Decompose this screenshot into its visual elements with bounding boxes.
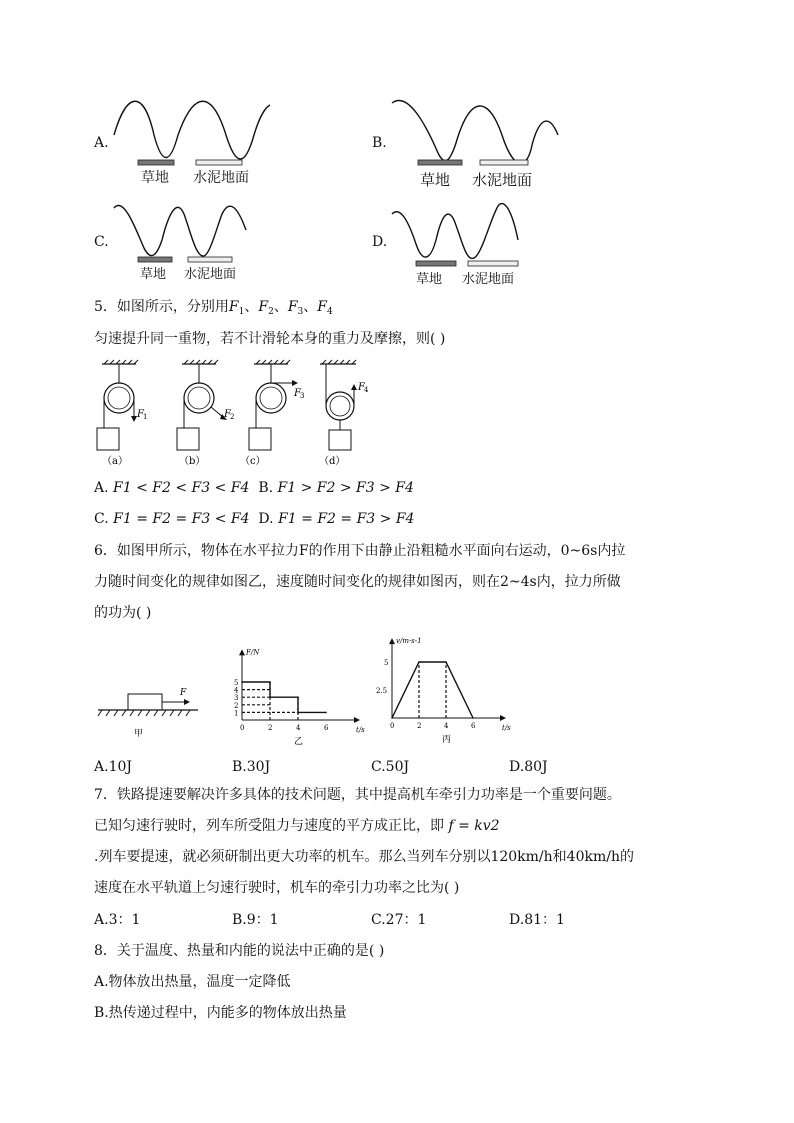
- y-axis-label: v/m·s-1: [396, 637, 422, 646]
- formula: f = kv2: [448, 818, 500, 834]
- cement-label: 水泥地面: [472, 171, 533, 189]
- chart-velocity-time: [374, 632, 514, 748]
- data-point: [445, 661, 447, 663]
- option-b[interactable]: B.30J: [232, 759, 271, 775]
- option-b[interactable]: B. F1 > F2 > F3 > F4: [258, 480, 414, 496]
- fig-label-b: （b）: [179, 456, 206, 467]
- y-tick-label: 5: [384, 659, 389, 667]
- q5-options-row2: [94, 508, 414, 530]
- cement-label: 水泥地面: [184, 267, 237, 282]
- cement-label: 水泥地面: [193, 170, 249, 186]
- x-tick-label: 2: [268, 724, 273, 732]
- x-axis-arrow: [500, 715, 506, 721]
- x-tick-label: 4: [444, 722, 449, 730]
- q7-stem-line1: 7．铁路提速要解决许多具体的技术问题，其中提高机车牵引力功率是一个重要问题。: [94, 787, 621, 803]
- svg-text:3: 3: [300, 392, 305, 400]
- q5-stem-line1: 5．如图所示，分别用$F_1$、$F_2$、$F_3$、$F_4$: [94, 299, 333, 317]
- cement-label: 水泥地面: [462, 272, 515, 287]
- svg-text:2: 2: [230, 413, 235, 421]
- y-tick-label: 3: [234, 694, 239, 703]
- svg-text:1: 1: [143, 413, 148, 421]
- series-line: [392, 662, 473, 718]
- data-point: [418, 661, 420, 663]
- data-point: [269, 696, 271, 698]
- q4-option-a: [94, 95, 274, 195]
- x-axis-arrow: [354, 717, 360, 723]
- svg-text:4: 4: [364, 386, 369, 394]
- svg-text:F: F: [294, 388, 301, 399]
- x-tick-label: 6: [324, 724, 329, 732]
- pulley-b: [177, 360, 234, 450]
- y-tick-label: 2.5: [376, 687, 388, 695]
- x-tick-label: 6: [471, 722, 476, 730]
- y-tick-label: 1: [234, 709, 239, 718]
- chart-force-time: [228, 636, 368, 748]
- x-tick-label: 4: [296, 724, 301, 732]
- pulley-figure: [94, 360, 369, 470]
- pulley-a: [97, 360, 147, 450]
- option-a[interactable]: A. F1 < F2 < F3 < F4: [94, 480, 250, 496]
- q6-stem-line1: 6．如图甲所示，物体在水平拉力F的作用下由静止沿粗糙水平面向右运动，0~6s内拉: [94, 543, 626, 559]
- q7-stem-line4: 速度在水平轨道上匀速行驶时，机车的牵引力功率之比为( ): [94, 880, 460, 896]
- fig-label-c: （c）: [240, 456, 266, 467]
- y-axis-arrow: [389, 638, 395, 644]
- option-b[interactable]: B.9：1: [232, 912, 279, 928]
- data-point: [472, 717, 474, 719]
- option-d[interactable]: D.80J: [509, 759, 548, 775]
- q4-option-c: [94, 200, 274, 290]
- y-tick-label: 2: [234, 701, 239, 710]
- force-label: F: [180, 688, 187, 698]
- q4-option-d: [372, 200, 552, 290]
- svg-text:F: F: [224, 409, 231, 420]
- option-letter: D.: [372, 234, 388, 250]
- svg-text:F: F: [358, 382, 365, 393]
- chart-caption: 乙: [294, 737, 304, 747]
- option-a[interactable]: A.10J: [94, 759, 132, 775]
- option-c[interactable]: C. F1 = F2 = F3 < F4: [94, 511, 250, 527]
- grass-label: 草地: [420, 171, 451, 189]
- q5-options-row1: [94, 477, 414, 499]
- option-letter: C.: [94, 234, 109, 250]
- q7-stem-line3: .列车要提速，就必须研制出更大功率的机车。那么当列车分别以120km/h和40km/h的: [94, 849, 634, 865]
- option-letter: A.: [94, 135, 109, 151]
- pulley-c: [249, 360, 304, 450]
- option-c[interactable]: C.50J: [371, 759, 410, 775]
- fig-jia-label: 甲: [134, 729, 144, 739]
- x-tick-label: 0: [240, 724, 245, 732]
- data-point: [325, 712, 327, 714]
- grass-label: 草地: [140, 267, 167, 282]
- data-point: [391, 717, 393, 719]
- y-axis-label: F/N: [246, 648, 260, 657]
- option-a[interactable]: A.3：1: [94, 912, 141, 928]
- option-d[interactable]: D. F1 = F2 = F3 > F4: [258, 511, 415, 527]
- option-d[interactable]: D.81：1: [509, 912, 565, 928]
- q5-stem-line2: 匀速提升同一重物，若不计滑轮本身的重力及摩擦，则( ): [94, 331, 446, 347]
- x-axis-label: t/s: [356, 726, 365, 734]
- q6-stem-line3: 的功为( ): [94, 605, 152, 621]
- data-point: [297, 712, 299, 714]
- q7-stem-line2: 已知匀速行驶时，列车所受阻力与速度的平方成正比，即 f = kv2: [94, 818, 500, 834]
- y-axis-arrow: [239, 649, 245, 655]
- y-tick-label: 5: [234, 679, 239, 687]
- x-tick-label: 2: [417, 722, 422, 730]
- q8-option-a[interactable]: A.物体放出热量，温度一定降低: [94, 974, 291, 990]
- chart-caption: 丙: [442, 735, 452, 745]
- data-point: [241, 681, 243, 683]
- y-tick-label: 4: [234, 686, 239, 695]
- pulley-d: [320, 360, 369, 450]
- fig-jia: [94, 680, 204, 740]
- fig-label-d: （d）: [319, 456, 346, 467]
- grass-label: 草地: [141, 170, 169, 186]
- q8-option-b[interactable]: B.热传递过程中，内能多的物体放出热量: [94, 1005, 347, 1021]
- svg-text:F: F: [137, 409, 144, 420]
- data-point: [297, 696, 299, 698]
- q4-option-b: [372, 95, 572, 195]
- option-c[interactable]: C.27：1: [371, 912, 427, 928]
- data-point: [269, 681, 271, 683]
- x-axis-label: t/s: [502, 724, 511, 732]
- option-letter: B.: [372, 135, 387, 151]
- x-tick-label: 0: [390, 722, 395, 730]
- q8-stem: 8．关于温度、热量和内能的说法中正确的是( ): [94, 943, 385, 959]
- q6-stem-line2: 力随时间变化的规律如图乙，速度随时间变化的规律如图丙，则在2~4s内，拉力所做: [94, 574, 621, 590]
- grass-label: 草地: [416, 272, 443, 287]
- fig-label-a: （a）: [102, 456, 128, 467]
